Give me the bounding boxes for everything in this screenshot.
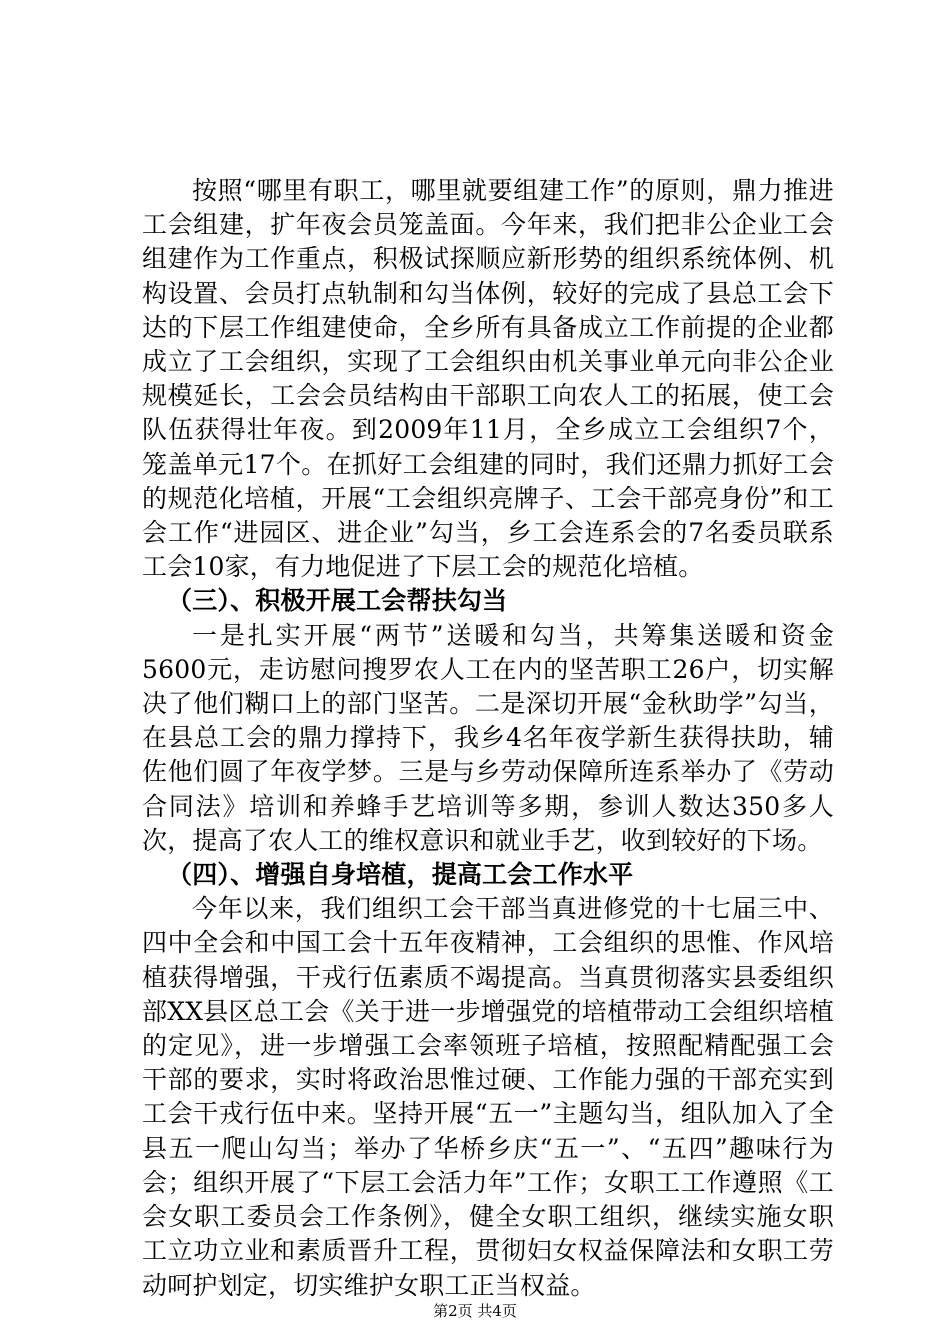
page-footer: 第2页 共4页 <box>433 1302 517 1320</box>
section-heading-3: （三）、积极开展工会帮扶勾当 <box>167 586 508 616</box>
paragraph-self-building: 今年以来，我们组织工会干部当真进修党的十七届三中、四中全会和中国工会十五年夜精神，工会组织的思惟、作风培植获得增强，干戎行伍素质不竭提高。当真贯彻落实县委组织部XX县区总工会《关于进一步增强党的培植带动工会组织培植的定见》，进一步增强工会率领班子培植，按照配精配强工会干部的要求，实时将政治思惟过硬、工作能力强的干部充实到工会干戎行伍中来。坚持开展“五一”主题勾当，组队加入了全县五一爬山勾当；举办了华桥乡庆“五一”、“五四”趣味行为会；组织开展了“下层工会活力年”工作；女职工工作遵照《工会女职工委员会工作条例》，健全女职工组织，继续实施女职工立功立业和素质晋升工程，贯彻妇女权益保障法和女职工劳动呵护划定，切实维护女职工正当权益。 <box>142 894 834 1300</box>
paragraph-assistance: 一是扎实开展“两节”送暖和勾当，共筹集送暖和资金5600元，走访慰问搜罗农人工在内的坚苦职工26户，切实解决了他们糊口上的部门坚苦。二是深切开展“金秋助学”勾当，在县总工会的鼎力撑持下，我乡4名年夜学新生获得扶助，辅佐他们圆了年夜学梦。三是与乡劳动保障所连系举办了《劳动合同法》培训和养蜂手艺培训等多期，参训人数达350多人次，提高了农人工的维权意识和就业手艺，收到较好的下场。 <box>142 620 834 855</box>
paragraph-union-building: 按照“哪里有职工，哪里就要组建工作”的原则，鼎力推进工会组建，扩年夜会员笼盖面。今年来，我们把非公企业工会组建作为工作重点，积极试探顺应新形势的组织系统体例、机构设置、会员打点轨制和勾当体例，较好的完成了县总工会下达的下层工作组建使命，全乡所有具备成立工作前提的企业都成立了工会组织，实现了工会组织由机关事业单元向非公企业规模延长，工会会员结构由干部职工向农人工的拓展，使工会队伍获得壮年夜。到2009年11月，全乡成立工会组织7个，笼盖单元17个。在抓好工会组建的同时，我们还鼎力抓好工会的规范化培植，开展“工会组织亮牌子、工会干部亮身份”和工会工作“进园区、进企业”勾当，乡工会连系会的7名委员联系工会10家，有力地促进了下层工会的规范化培植。 <box>142 176 834 582</box>
section-heading-4: （四）、增强自身培植，提高工会工作水平 <box>167 860 634 890</box>
document-body <box>142 174 834 1303</box>
